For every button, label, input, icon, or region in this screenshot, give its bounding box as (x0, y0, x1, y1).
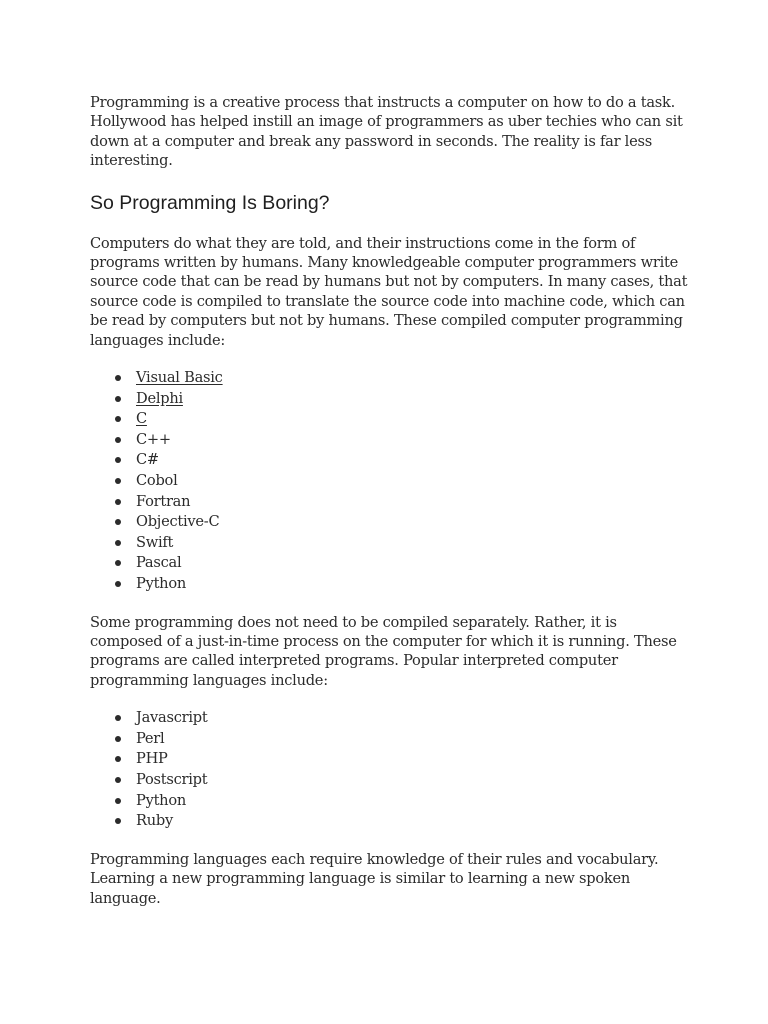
list-item[interactable] (136, 409, 688, 430)
list-item: Pascal (136, 553, 688, 574)
interpreted-languages-list (90, 708, 688, 832)
list-item: Fortran (136, 492, 688, 513)
list-item: C# (136, 450, 688, 471)
list-item: Objective-C (136, 512, 688, 533)
list-item: Swift (136, 533, 688, 554)
compiled-languages-list (90, 368, 688, 595)
list-item: C++ (136, 430, 688, 451)
section-heading: So Programming Is Boring? (90, 191, 330, 214)
list-item: Perl (136, 729, 688, 750)
list-item: Python (136, 574, 688, 595)
compiled-paragraph: Computers do what they are told, and their instructions come in the form of programs written by humans. Many knowledgeable computer programmers write source code that can be read by humans but not by computers. In many cases, that source code is compiled to translate the source code into machine code, which can be read by computers but not by humans. These compiled computer programming languages include: (90, 234, 688, 349)
list-item: PHP (136, 749, 688, 770)
list-item[interactable] (136, 389, 688, 410)
list-item: Cobol (136, 471, 688, 492)
c-link[interactable]: C (136, 410, 147, 428)
list-item: Javascript (136, 708, 688, 729)
closing-paragraph: Programming languages each require knowledge of their rules and vocabulary. Learning a new programming language is similar to learning a new spoken language. (90, 850, 659, 907)
visual-basic-link[interactable]: Visual Basic (136, 369, 223, 387)
delphi-link[interactable]: Delphi (136, 389, 183, 407)
list-item[interactable] (136, 368, 688, 389)
interpreted-paragraph: Some programming does not need to be compiled separately. Rather, it is composed of a just-in-time process on the computer for which it is running. These programs are called interpreted programs. Popular interpreted computer programming languages include: (90, 613, 677, 689)
list-item: Postscript (136, 770, 688, 791)
list-item: Python (136, 791, 688, 812)
intro-paragraph: Programming is a creative process that instructs a computer on how to do a task. Hollywood has helped instill an image of programmers as uber techies who can sit down at a computer and break any password in seconds. The reality is far less interesting. (90, 94, 683, 170)
list-item: Ruby (136, 811, 688, 832)
